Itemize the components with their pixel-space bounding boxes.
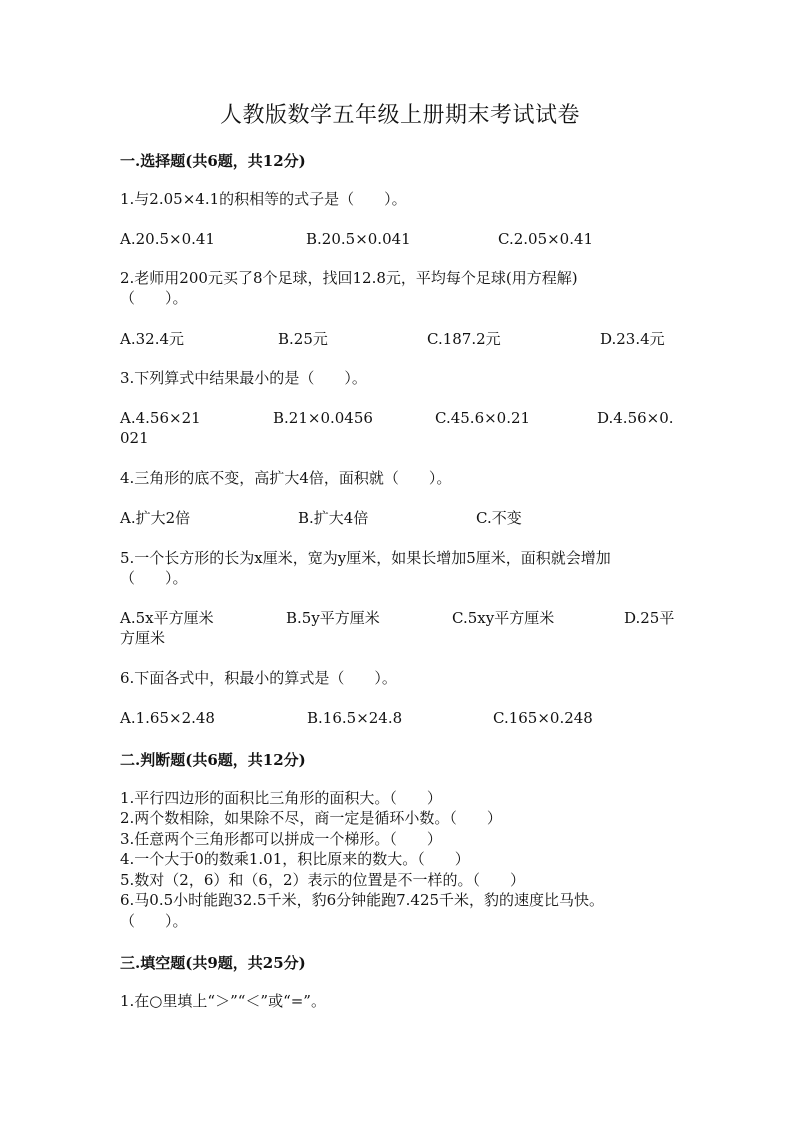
question-2-option-a: A.32.4元 [120,330,184,348]
question-2-option-d: D.23.4元 [600,330,665,348]
judge-item-6-line2: （ ）。 [120,912,188,930]
section-heading-choice: 一.选择题(共6题，共12分) [120,152,306,170]
question-6-option-c: C.165×0.248 [493,709,593,727]
question-2-option-b: B.25元 [278,330,328,348]
judge-item-6-line1: 6.马0.5小时能跑32.5千米，豹6分钟能跑7.425千米，豹的速度比马快。 [120,891,605,909]
question-1-option-b: B.20.5×0.041 [306,230,411,248]
question-5-option-c: C.5xy平方厘米 [452,609,555,627]
question-6-option-b: B.16.5×24.8 [307,709,403,727]
question-4-option-b: B.扩大4倍 [298,509,369,527]
question-6-option-a: A.1.65×2.48 [120,709,215,727]
question-3-option-c: C.45.6×0.21 [435,409,531,427]
question-5-option-b: B.5y平方厘米 [286,609,380,627]
judge-item-2: 2.两个数相除，如果除不尽，商一定是循环小数。（ ） [120,809,502,827]
question-3-option-d-line1: D.4.56×0. [597,409,674,427]
judge-item-1: 1.平行四边形的面积比三角形的面积大。（ ） [120,789,442,807]
question-6-stem: 6.下面各式中，积最小的算式是（ ）。 [120,669,397,687]
question-4-stem: 4.三角形的底不变，高扩大4倍，面积就（ ）。 [120,469,452,487]
question-4-option-c: C.不变 [476,509,522,527]
section-heading-judge: 二.判断题(共6题，共12分) [120,751,306,769]
question-5-option-d-line2: 方厘米 [120,629,166,647]
question-3-option-d-line2: 021 [120,429,149,447]
question-1-option-c: C.2.05×0.41 [498,230,594,248]
question-5-stem-line2: （ ）。 [120,569,188,587]
page-title: 人教版数学五年级上册期末考试试卷 [219,103,580,128]
judge-item-4: 4.一个大于0的数乘1.01，积比原来的数大。（ ） [120,850,470,868]
question-2-stem-line1: 2.老师用200元买了8个足球，找回12.8元，平均每个足球(用方程解) [120,269,578,287]
judge-item-3: 3.任意两个三角形都可以拼成一个梯形。（ ） [120,830,442,848]
question-5-option-a: A.5x平方厘米 [120,609,214,627]
question-5-stem-line1: 5.一个长方形的长为x厘米，宽为y厘米，如果长增加5厘米，面积就会增加 [120,549,611,567]
question-1-option-a: A.20.5×0.41 [120,230,215,248]
question-3-stem: 3.下列算式中结果最小的是（ ）。 [120,369,367,387]
question-4-option-a: A.扩大2倍 [120,509,191,527]
question-3-option-b: B.21×0.0456 [273,409,373,427]
fill-question-1: 1.在○里填上“＞”“＜”或“=”。 [120,992,326,1010]
question-2-option-c: C.187.2元 [427,330,501,348]
question-2-stem-line2: （ ）。 [120,289,188,307]
question-5-option-d-line1: D.25平 [624,609,675,627]
question-1-stem: 1.与2.05×4.1的积相等的式子是（ ）。 [120,190,407,208]
judge-item-5: 5.数对（2，6）和（6，2）表示的位置是不一样的。（ ） [120,871,525,889]
section-heading-fill: 三.填空题(共9题，共25分) [120,954,306,972]
question-3-option-a: A.4.56×21 [120,409,201,427]
